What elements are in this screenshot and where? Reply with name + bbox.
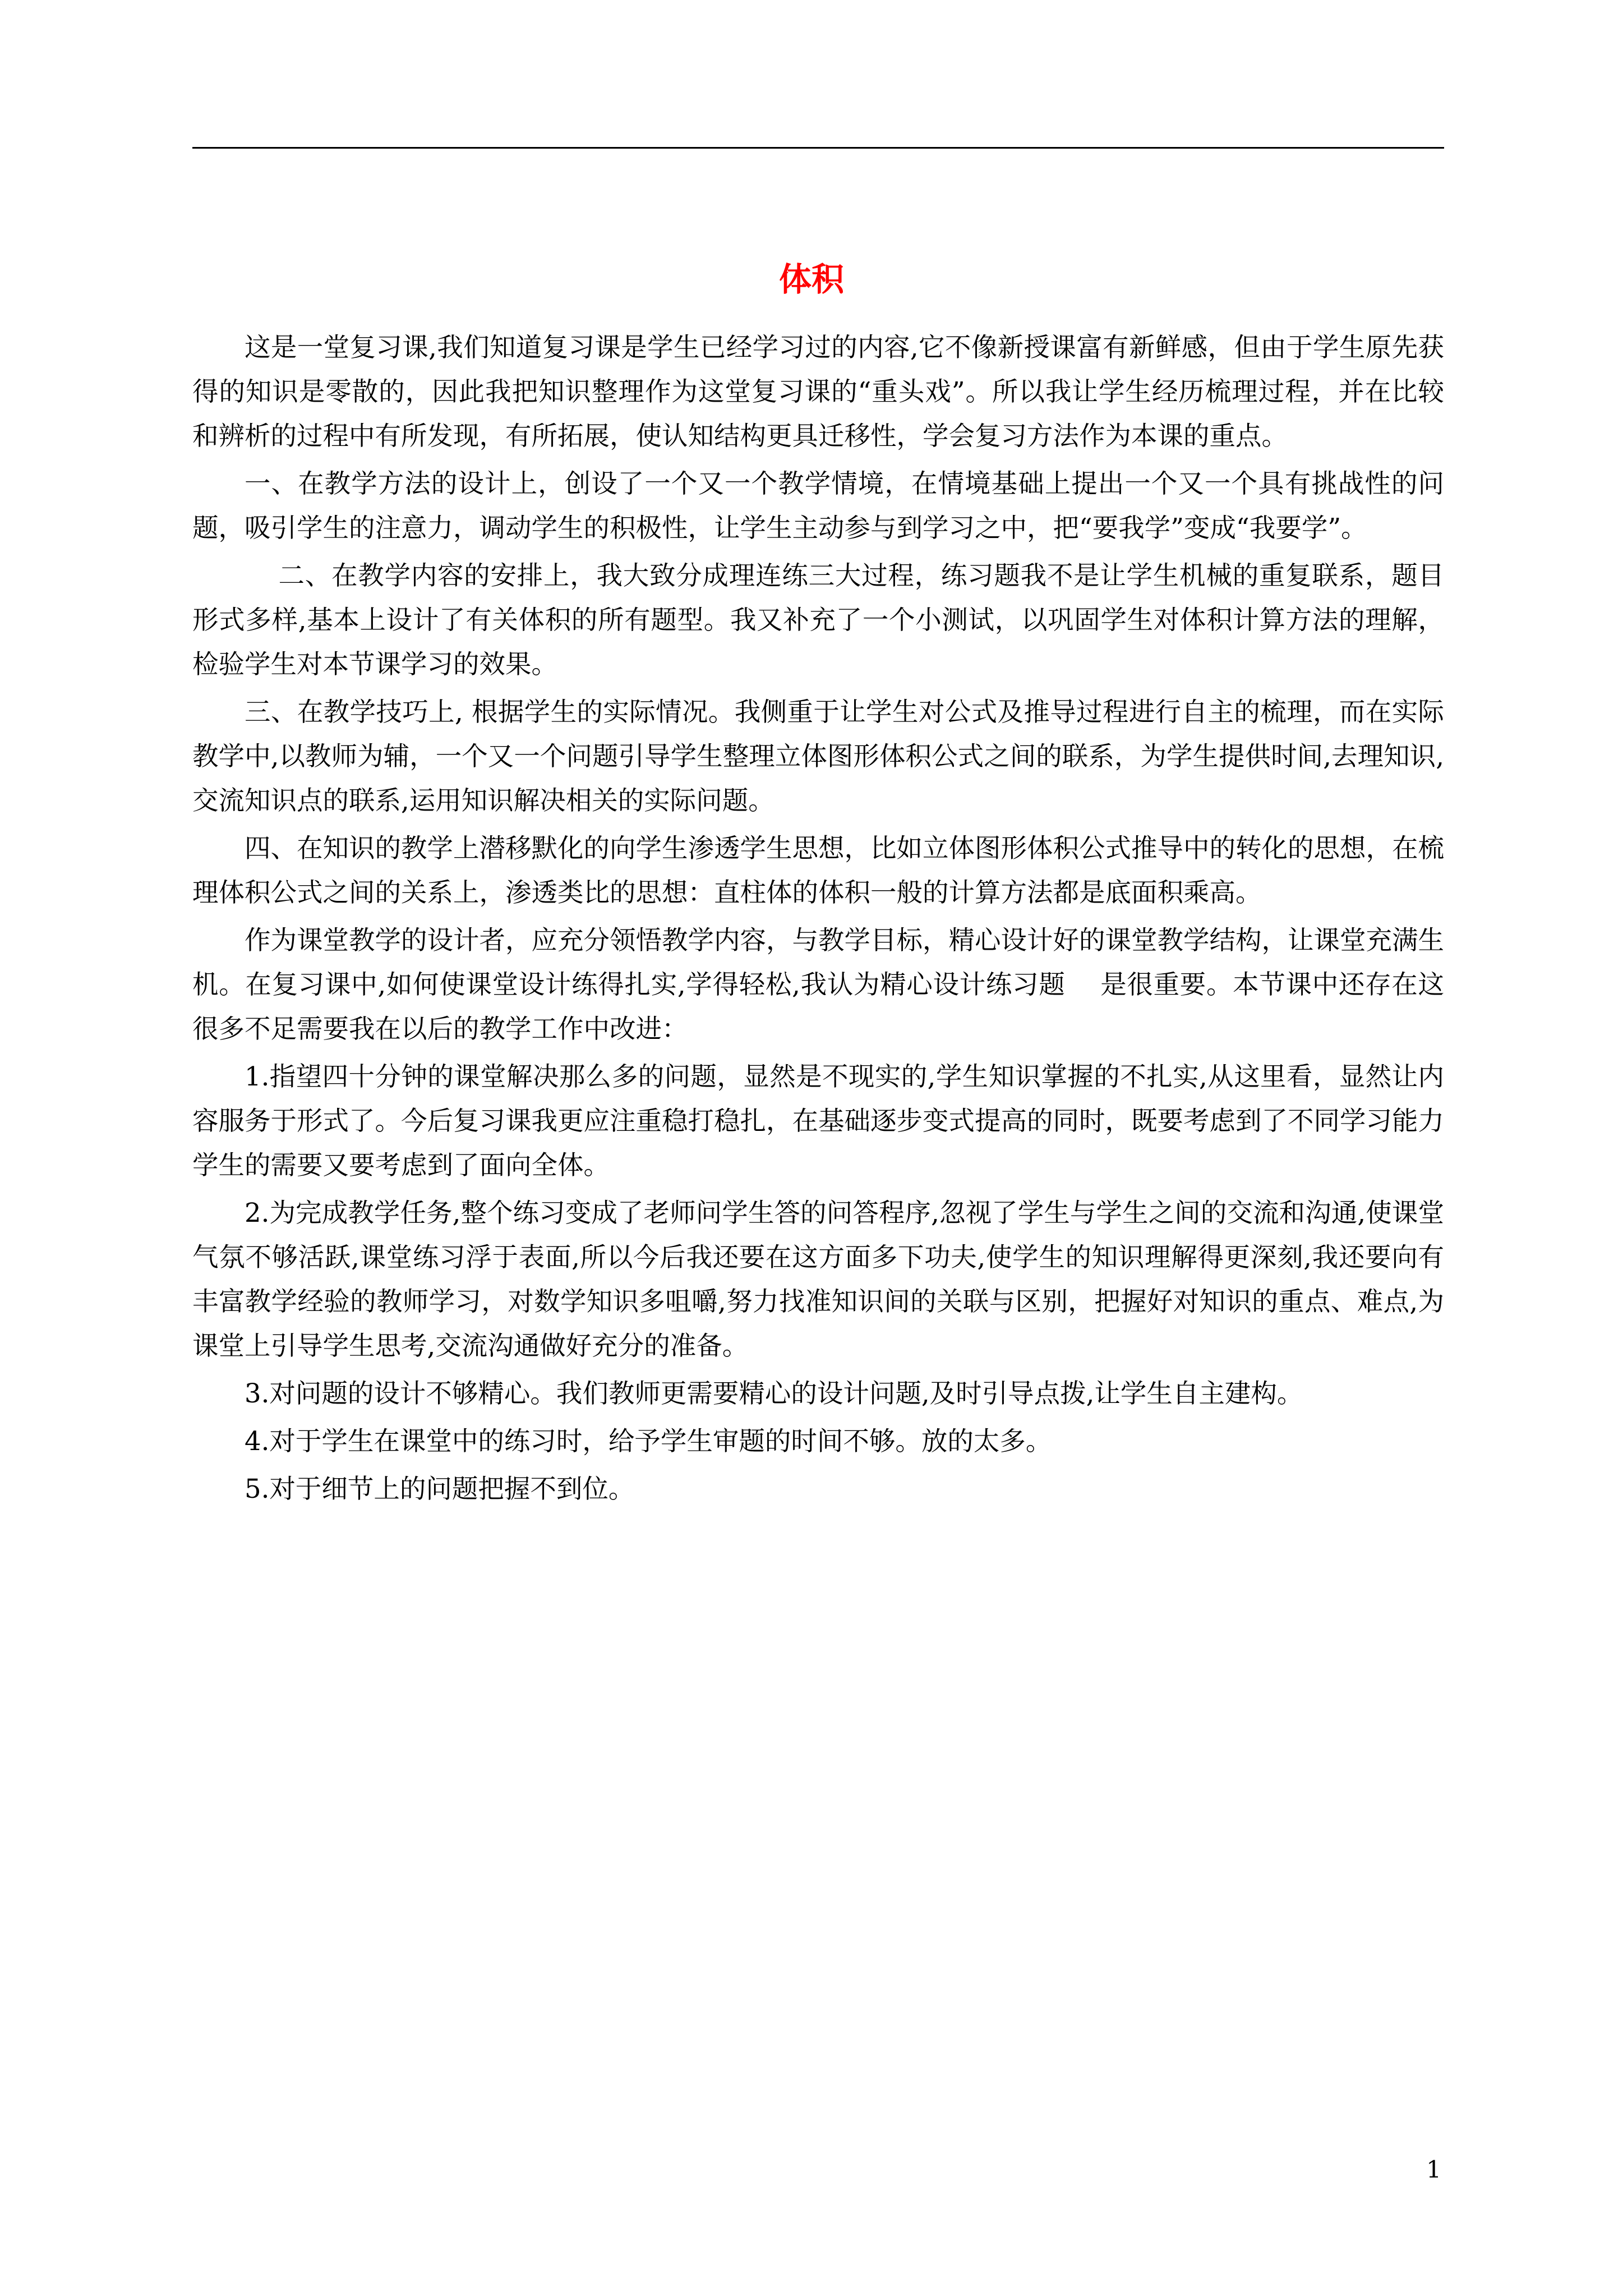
paragraph-improvement-3: 3.对问题的设计不够精心。我们教师更需要精心的设计问题,及时引导点拨,让学生自主建构。 xyxy=(245,1378,1303,1409)
header-rule xyxy=(192,147,1444,149)
paragraph-reflection: 作为课堂教学的设计者，应充分领悟教学内容，与教学目标，精心设计好的课堂教学结构，让课堂充满生机。在复习课中,如何使课堂设计练得扎实,学得轻松,我认为精心设计练习题 是很重要。本节课中还存在这很多不足需要我在以后的教学工作中改进： xyxy=(192,925,1444,1044)
page-number: 1 xyxy=(1426,2156,1441,2183)
paragraph-point-3: 三、在教学技巧上, 根据学生的实际情况。我侧重于让学生对公式及推导过程进行自主的梳理，而在实际教学中,以教师为辅，一个又一个问题引导学生整理立体图形体积公式之间的联系，为学生提供时间,去理知识,交流知识点的联系,运用知识解决相关的实际问题。 xyxy=(192,697,1444,816)
document-body xyxy=(192,325,1444,1515)
paragraph-intro: 这是一堂复习课,我们知道复习课是学生已经学习过的内容,它不像新授课富有新鲜感，但由于学生原先获得的知识是零散的，因此我把知识整理作为这堂复习课的“重头戏”。所以我让学生经历梳理过程，并在比较和辨析的过程中有所发现，有所拓展，使认知结构更具迁移性，学会复习方法作为本课的重点。 xyxy=(192,332,1444,451)
paragraph-improvement-2: 2.为完成教学任务,整个练习变成了老师问学生答的问答程序,忽视了学生与学生之间的交流和沟通,使课堂气氛不够活跃,课堂练习浮于表面,所以今后我还要在这方面多下功夫,使学生的知识理解得更深刻,我还要向有丰富教学经验的教师学习，对数学知识多咀嚼,努力找准知识间的关联与区别，把握好对知识的重点、难点,为课堂上引导学生思考,交流沟通做好充分的准备。 xyxy=(192,1198,1444,1361)
paragraph-improvement-5: 5.对于细节上的问题把握不到位。 xyxy=(245,1474,635,1504)
paragraph-improvement-1: 1.指望四十分钟的课堂解决那么多的问题，显然是不现实的,学生知识掌握的不扎实,从这里看，显然让内容服务于形式了。今后复习课我更应注重稳打稳扎，在基础逐步变式提高的同时，既要考虑到了不同学习能力学生的需要又要考虑到了面向全体。 xyxy=(192,1061,1444,1180)
paragraph-point-4: 四、在知识的教学上潜移默化的向学生渗透学生思想，比如立体图形体积公式推导中的转化的思想，在梳理体积公式之间的关系上，渗透类比的思想：直柱体的体积一般的计算方法都是底面积乘高。 xyxy=(192,833,1444,908)
paragraph-improvement-4: 4.对于学生在课堂中的练习时，给予学生审题的时间不够。放的太多。 xyxy=(245,1426,1052,1456)
document-title: 体积 xyxy=(778,260,844,298)
paragraph-point-2: 二、在教学内容的安排上，我大致分成理连练三大过程，练习题我不是让学生机械的重复联系，题目形式多样,基本上设计了有关体积的所有题型。我又补充了一个小测试，以巩固学生对体积计算方法的理解，检验学生对本节课学习的效果。 xyxy=(192,560,1444,679)
paragraph-point-1: 一、在教学方法的设计上，创设了一个又一个教学情境，在情境基础上提出一个又一个具有挑战性的问题，吸引学生的注意力，调动学生的积极性，让学生主动参与到学习之中，把“要我学”变成“我要学”。 xyxy=(192,468,1444,543)
